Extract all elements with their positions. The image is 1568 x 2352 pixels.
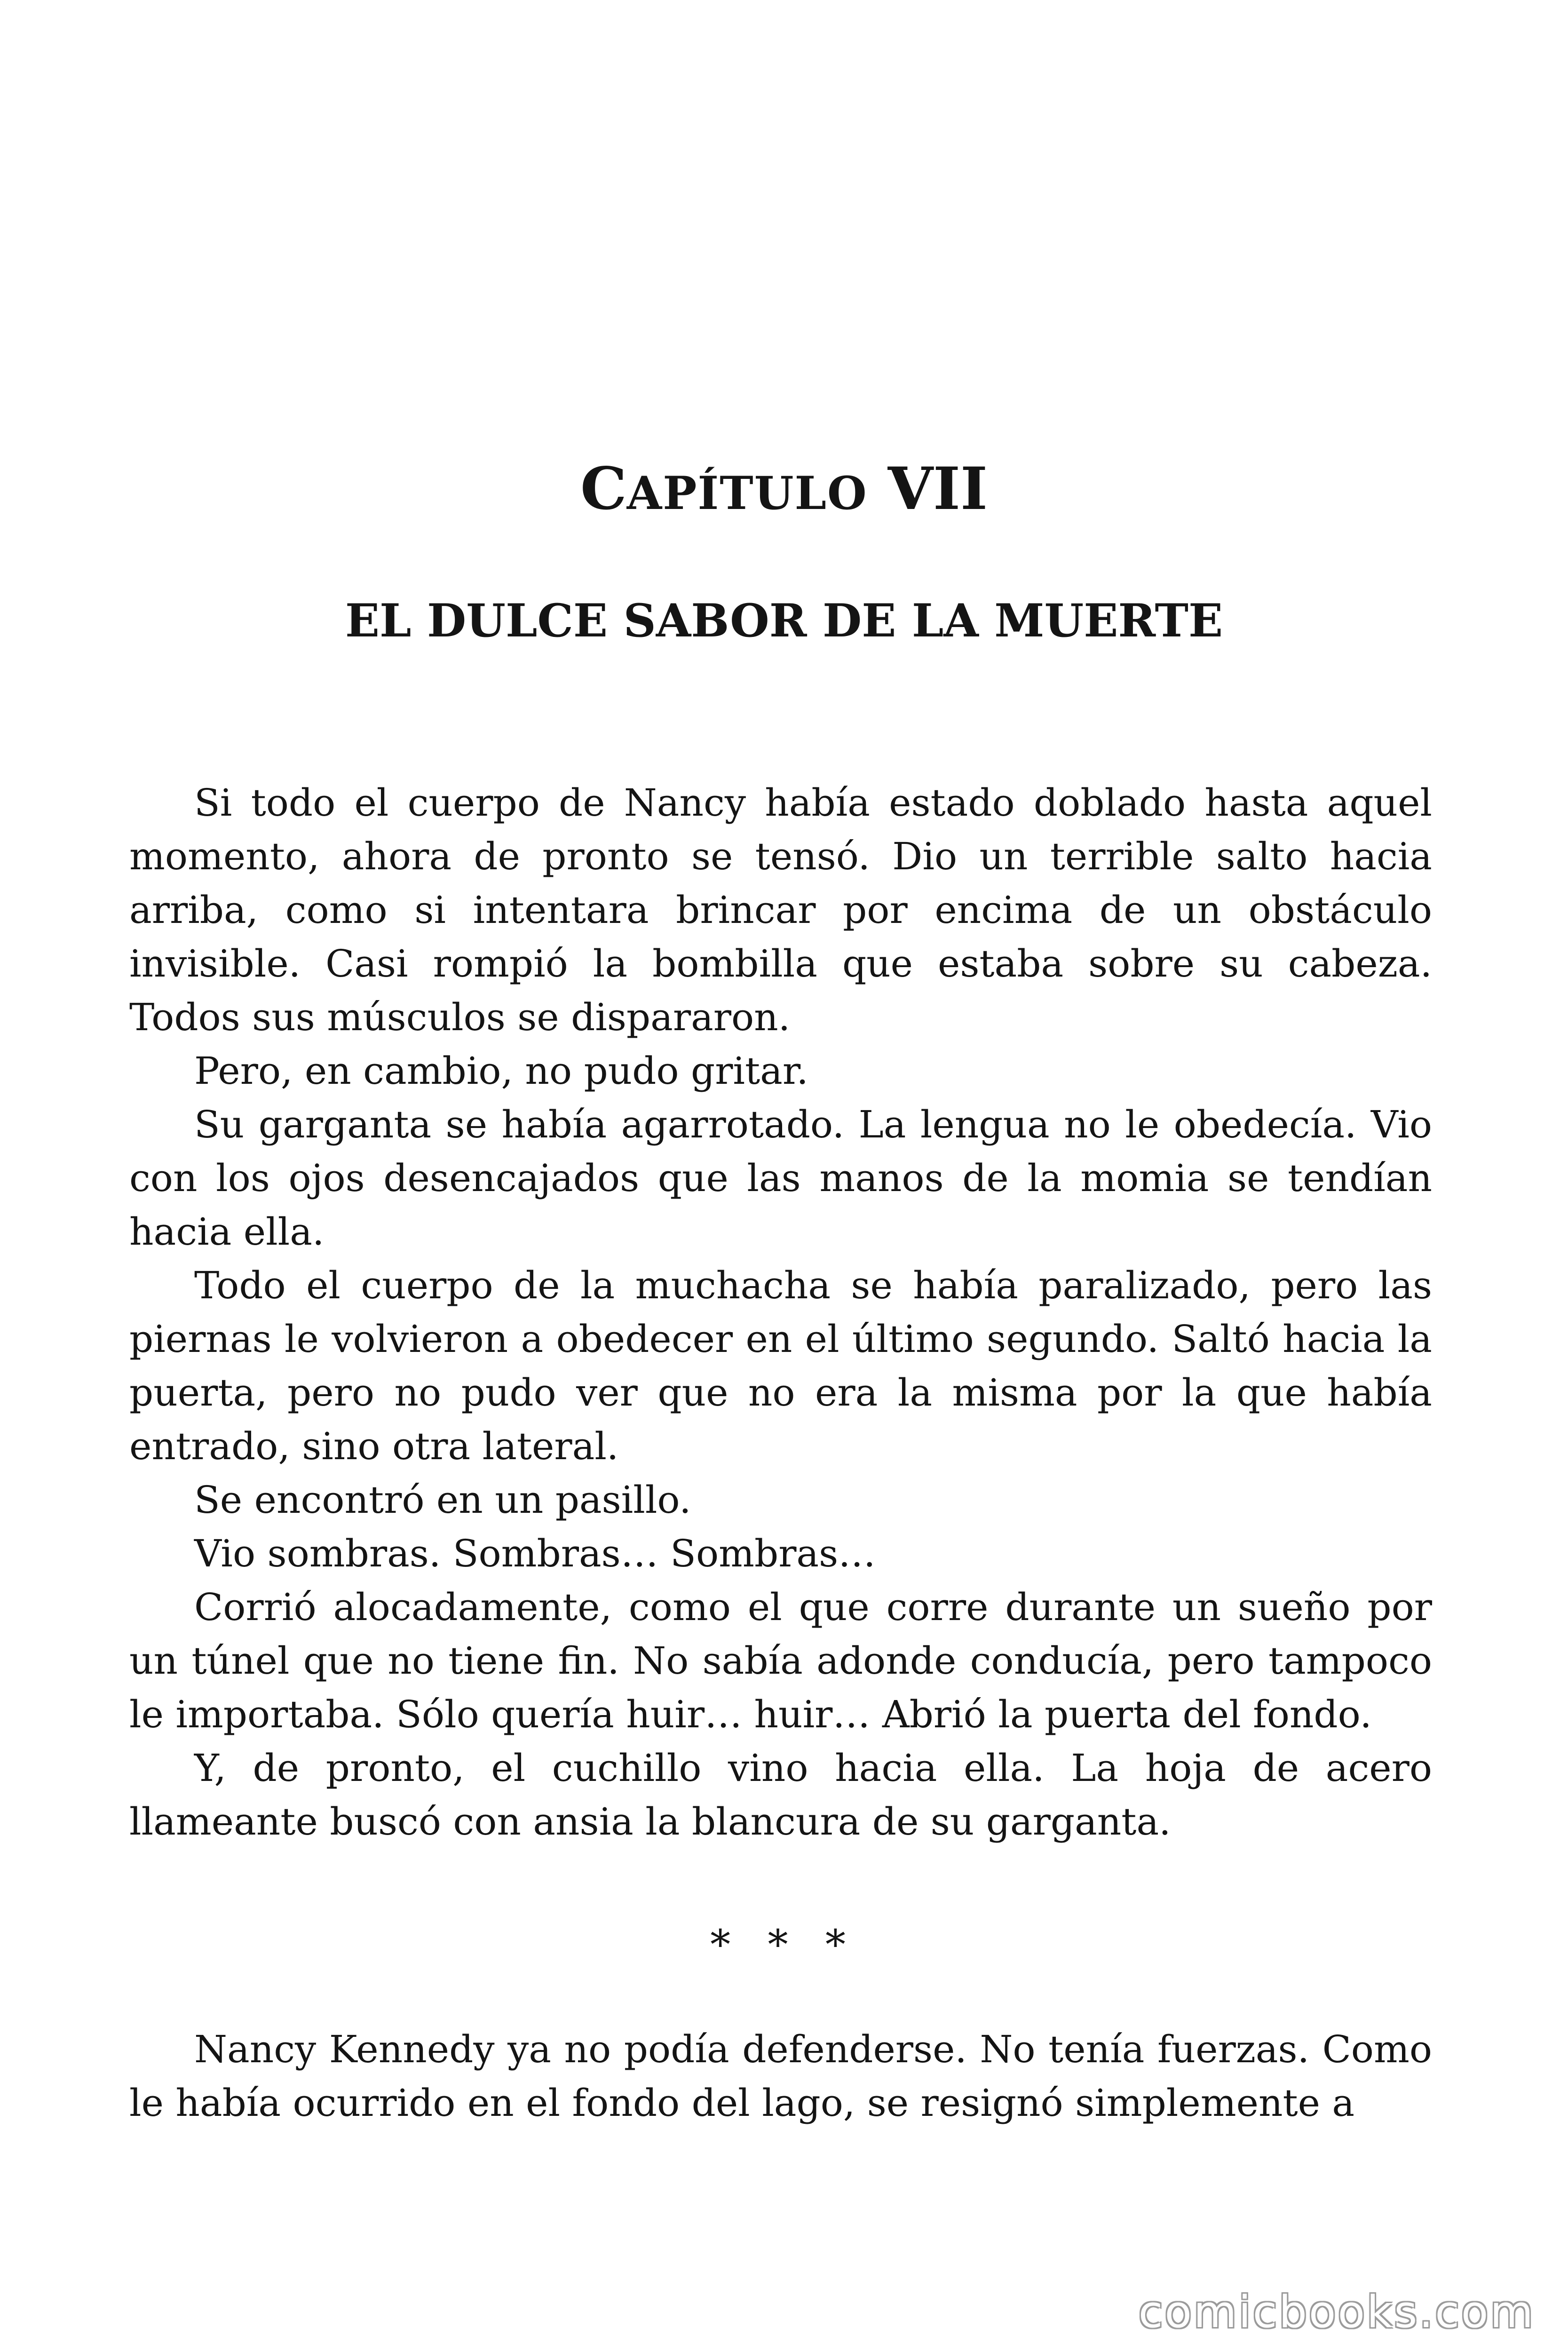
chapter-title-initial: C <box>580 455 627 523</box>
paragraph: Se encontró en un pasillo. <box>194 1478 691 1522</box>
paragraph: Todo el cuerpo de la muchacha se había paralizado, pero las piernas le volvieron a obedecer en el último segundo. Saltó hacia la puerta, pero no pudo ver que no era la misma por la que había entrado, sino otra lateral. <box>129 1263 1432 1468</box>
body-text-continued <box>129 2023 1432 2130</box>
paragraph: Nancy Kennedy ya no podía defenderse. No tenía fuerzas. Como le había ocurrido en el fondo del lago, se resignó simplemente a <box>129 2027 1432 2125</box>
chapter-title-smallcaps: APÍTULO <box>626 467 868 520</box>
watermark: comicbooks.com <box>1138 2287 1535 2338</box>
body-text <box>129 776 1432 1849</box>
paragraph: Su garganta se había agarrotado. La lengua no le obedecía. Vio con los ojos desencajados que las manos de la momia se tendían hacia ella. <box>129 1103 1432 1254</box>
paragraph: Si todo el cuerpo de Nancy había estado doblado hasta aquel momento, ahora de pronto se tensó. Dio un terrible salto hacia arriba, como si intentara brincar por encima de un obstáculo invisible. Casi rompió la bombilla que estaba sobre su cabeza. Todos sus músculos se dispararon. <box>129 781 1432 1039</box>
chapter-numeral: VII <box>887 455 988 523</box>
scene-separator: * * * <box>710 1922 858 1969</box>
paragraph: Y, de pronto, el cuchillo vino hacia ella. La hoja de acero llameante buscó con ansia la blancura de su garganta. <box>129 1746 1432 1843</box>
chapter-subtitle: EL DULCE SABOR DE LA MUERTE <box>345 594 1223 647</box>
paragraph: Corrió alocadamente, como el que corre durante un sueño por un túnel que no tiene fin. No sabía adonde conducía, pero tampoco le importaba. Sólo quería huir… huir… Abrió la puerta del fondo. <box>129 1585 1432 1736</box>
paragraph: Vio sombras. Sombras… Sombras… <box>194 1532 876 1575</box>
chapter-title <box>0 452 1568 531</box>
paragraph: Pero, en cambio, no pudo gritar. <box>194 1049 808 1093</box>
